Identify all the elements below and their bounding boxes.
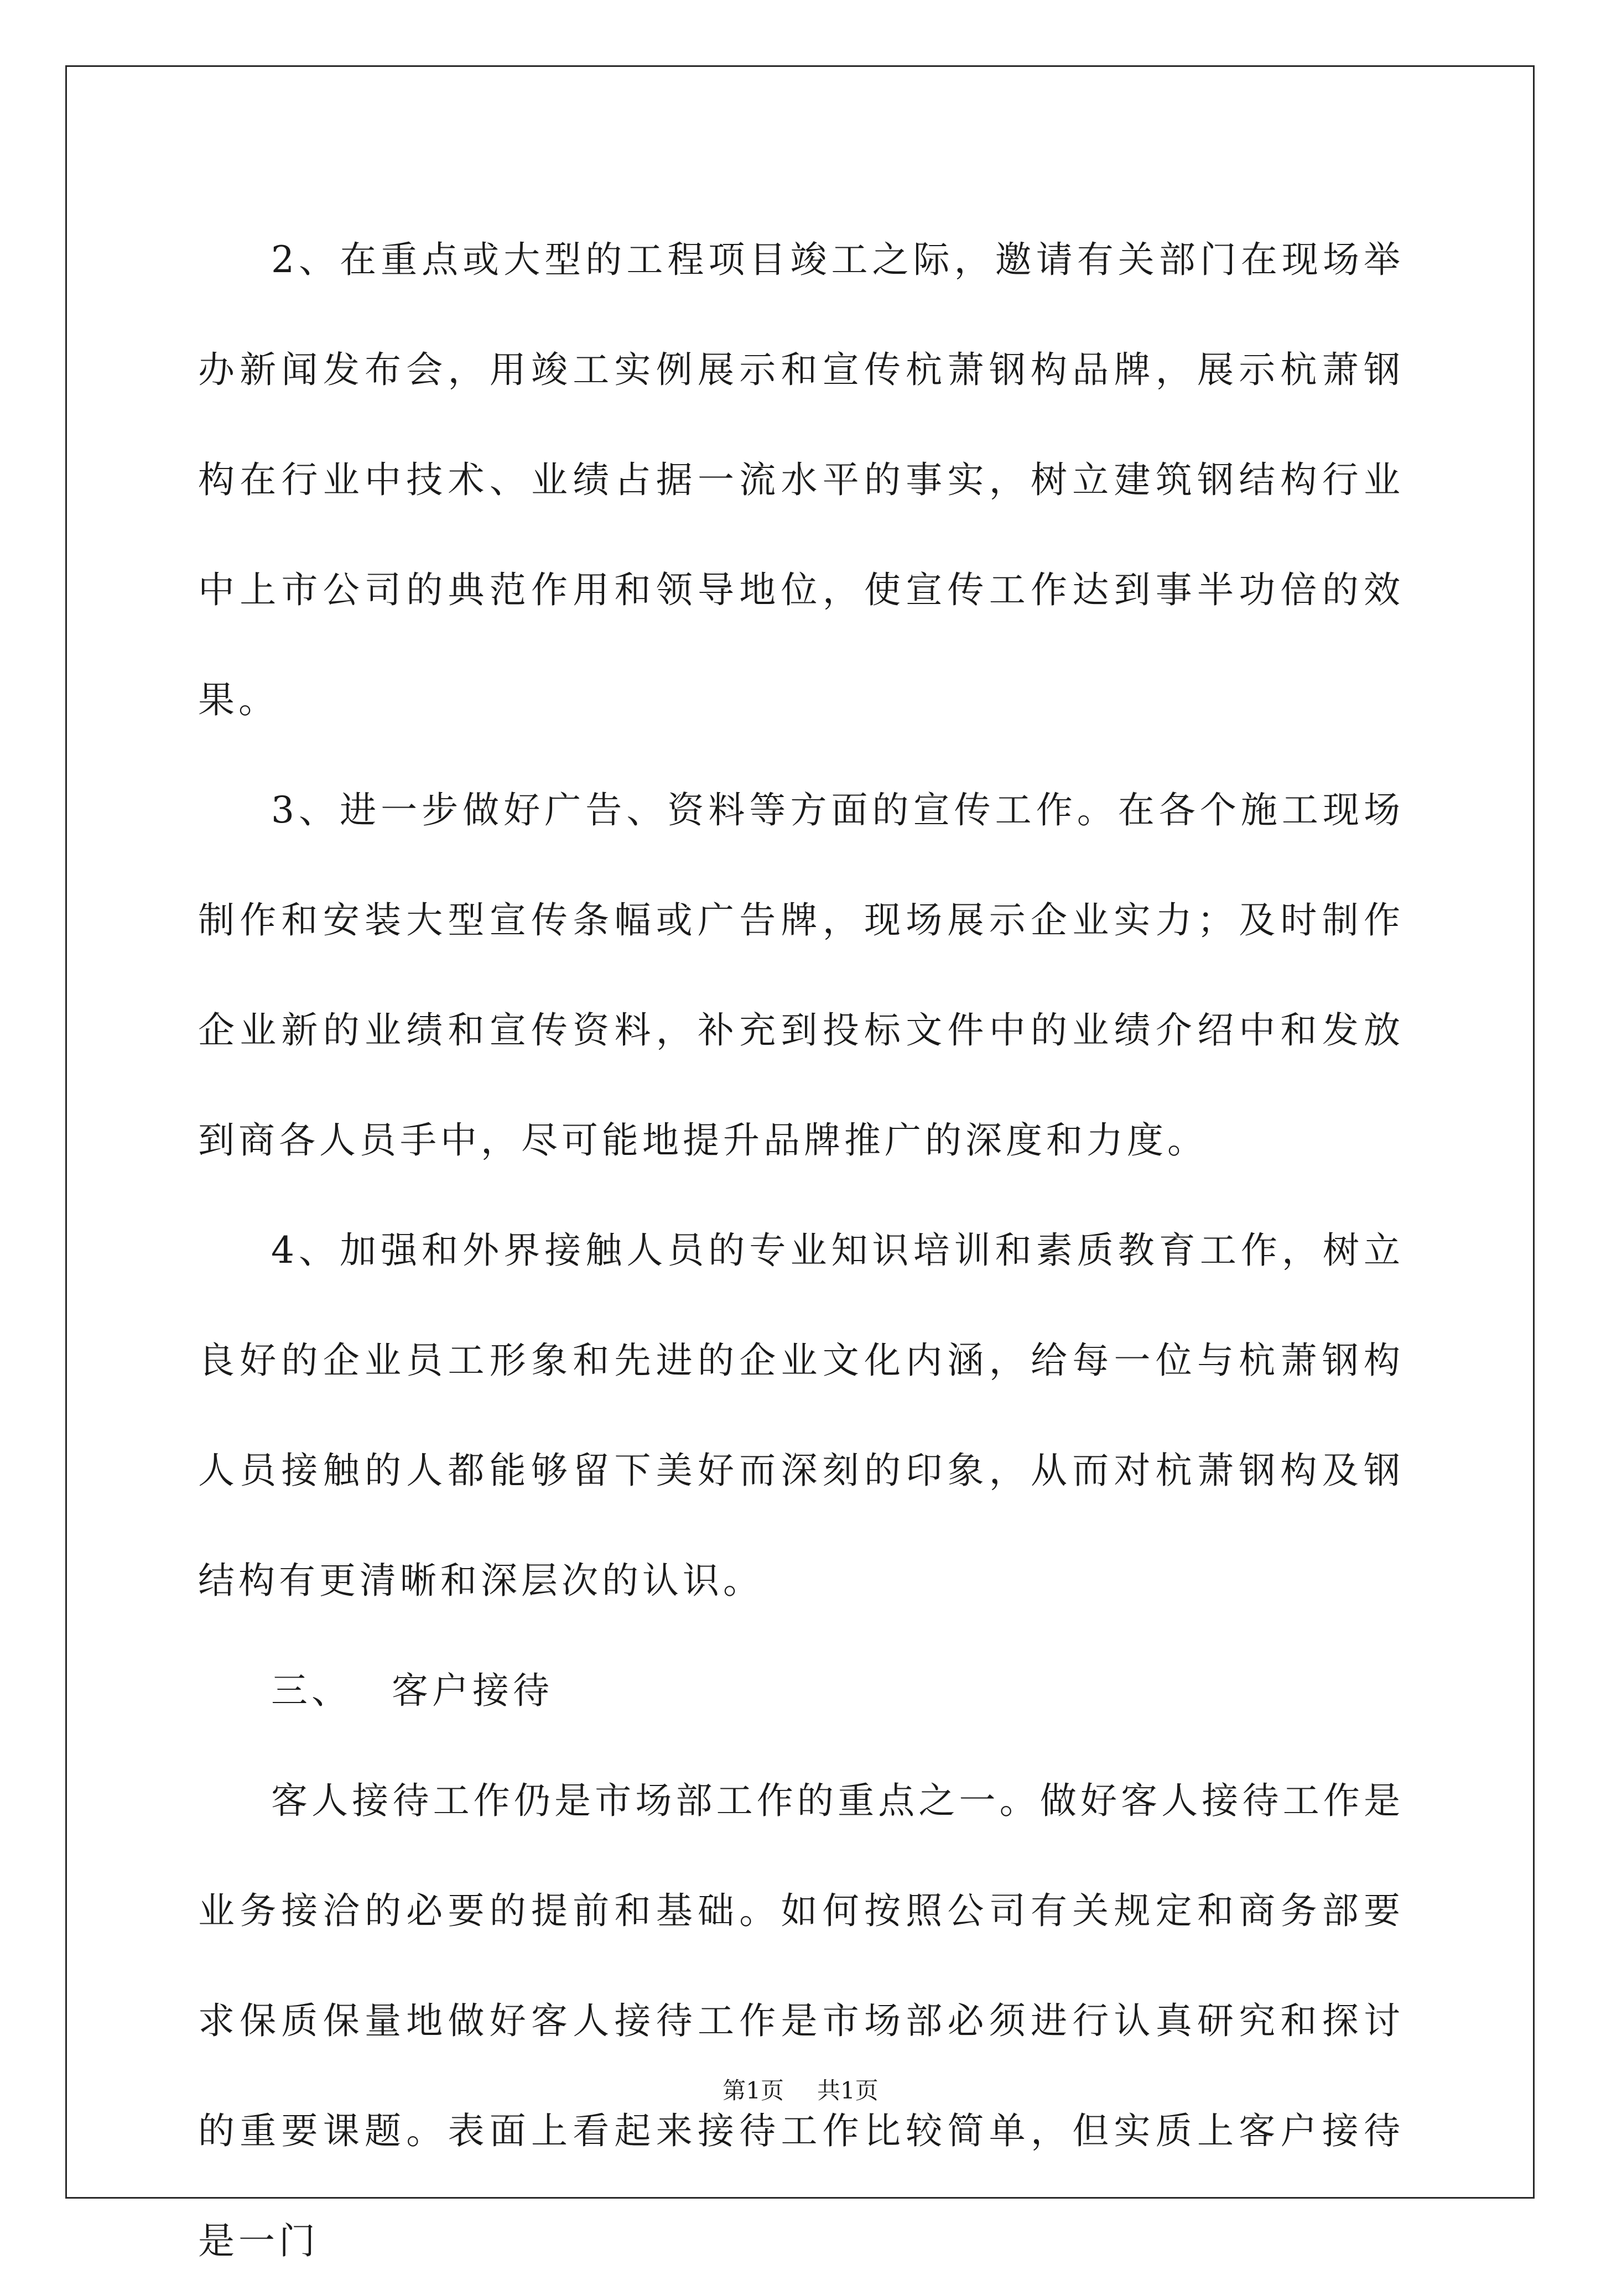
page-number: 第1页 [722, 2077, 784, 2104]
section-heading [198, 1636, 1404, 1746]
section-number: 三、 [271, 1669, 352, 1712]
page-total: 共1页 [817, 2077, 879, 2104]
paragraph-4: 4、加强和外界接触人员的专业知识培训和素质教育工作，树立良好的企业员工形象和先进的企业文化内涵，给每一位与杭萧钢构人员接触的人都能够留下美好而深刻的印象，从而对杭萧钢构及钢结构有更清晰和深层次的认识。 [198, 1229, 1404, 1602]
paragraph-2: 2、在重点或大型的工程项目竣工之际，邀请有关部门在现场举办新闻发布会，用竣工实例展示和宣传杭萧钢构品牌，展示杭萧钢构在行业中技术、业绩占据一流水平的事实，树立建筑钢结构行业中上市公司的典范作用和领导地位，使宣传工作达到事半功倍的效果。 [198, 238, 1404, 721]
paragraph-reception: 客人接待工作仍是市场部工作的重点之一。做好客人接待工作是业务接洽的必要的提前和基础。如何按照公司有关规定和商务部要求保质保量地做好客人接待工作是市场部必须进行认真研究和探讨的重要课题。表面上看起来接待工作比较简单，但实质上客户接待是一门 [198, 1779, 1404, 2262]
document-body [198, 205, 1404, 2296]
page-footer [0, 2077, 1601, 2105]
paragraph-3: 3、进一步做好广告、资料等方面的宣传工作。在各个施工现场制作和安装大型宣传条幅或广告牌，现场展示企业实力；及时制作企业新的业绩和宣传资料，补充到投标文件中的业绩介绍中和发放到商各人员手中，尽可能地提升品牌推广的深度和力度。 [198, 789, 1404, 1162]
section-title: 客户接待 [392, 1669, 553, 1712]
